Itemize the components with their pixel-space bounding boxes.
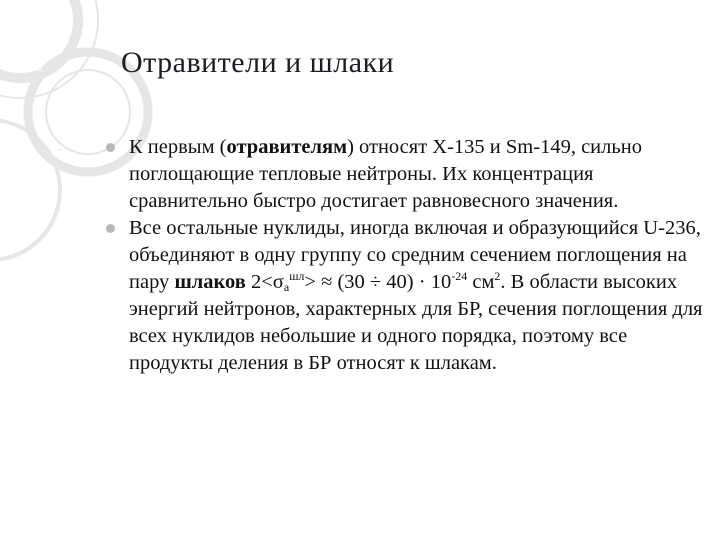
bullet1-text-1: К первым (	[129, 136, 227, 158]
bullet2-text-1: Все остальные нуклиды, иногда включая и образующийся U-236, объединяют в одну группу со средним сечением поглощения на пару	[129, 217, 701, 293]
bullet1-text-2: ) относят X-135 и Sm-149, сильно поглощающие тепловые нейтроны. Их концентрация сравнительно быстро достигает равновесного значения.	[129, 136, 642, 212]
bullet-dot-icon	[106, 224, 115, 233]
bullet-list	[104, 134, 704, 377]
bullet2-text-2: 2<σ	[245, 271, 284, 293]
sigma-superscript: шл	[289, 269, 305, 283]
bullet-dot-icon	[106, 143, 115, 152]
sigma-subscript: a	[283, 280, 290, 294]
bullet1-bold-poisons: отравителям	[226, 136, 348, 158]
slide-title: Отравители и шлаки	[121, 46, 395, 79]
exponent-superscript: -24	[451, 269, 468, 283]
bullet-item-slags	[104, 215, 704, 377]
bullet2-text-3: > ≈ (30 ÷ 40) · 10	[304, 271, 452, 293]
bullet-item-poisons	[104, 134, 704, 215]
bullet2-bold-slags: шлаков	[174, 271, 246, 293]
bullet2-text-4: см	[467, 271, 495, 293]
bullet2-text-5: . В области высоких энергий нейтронов, характерных для БР, сечения поглощения для всех нуклидов небольшие и одного порядка, поэтому все продукты деления в БР относят к шлакам.	[129, 271, 703, 374]
unit-superscript: 2	[494, 269, 501, 283]
